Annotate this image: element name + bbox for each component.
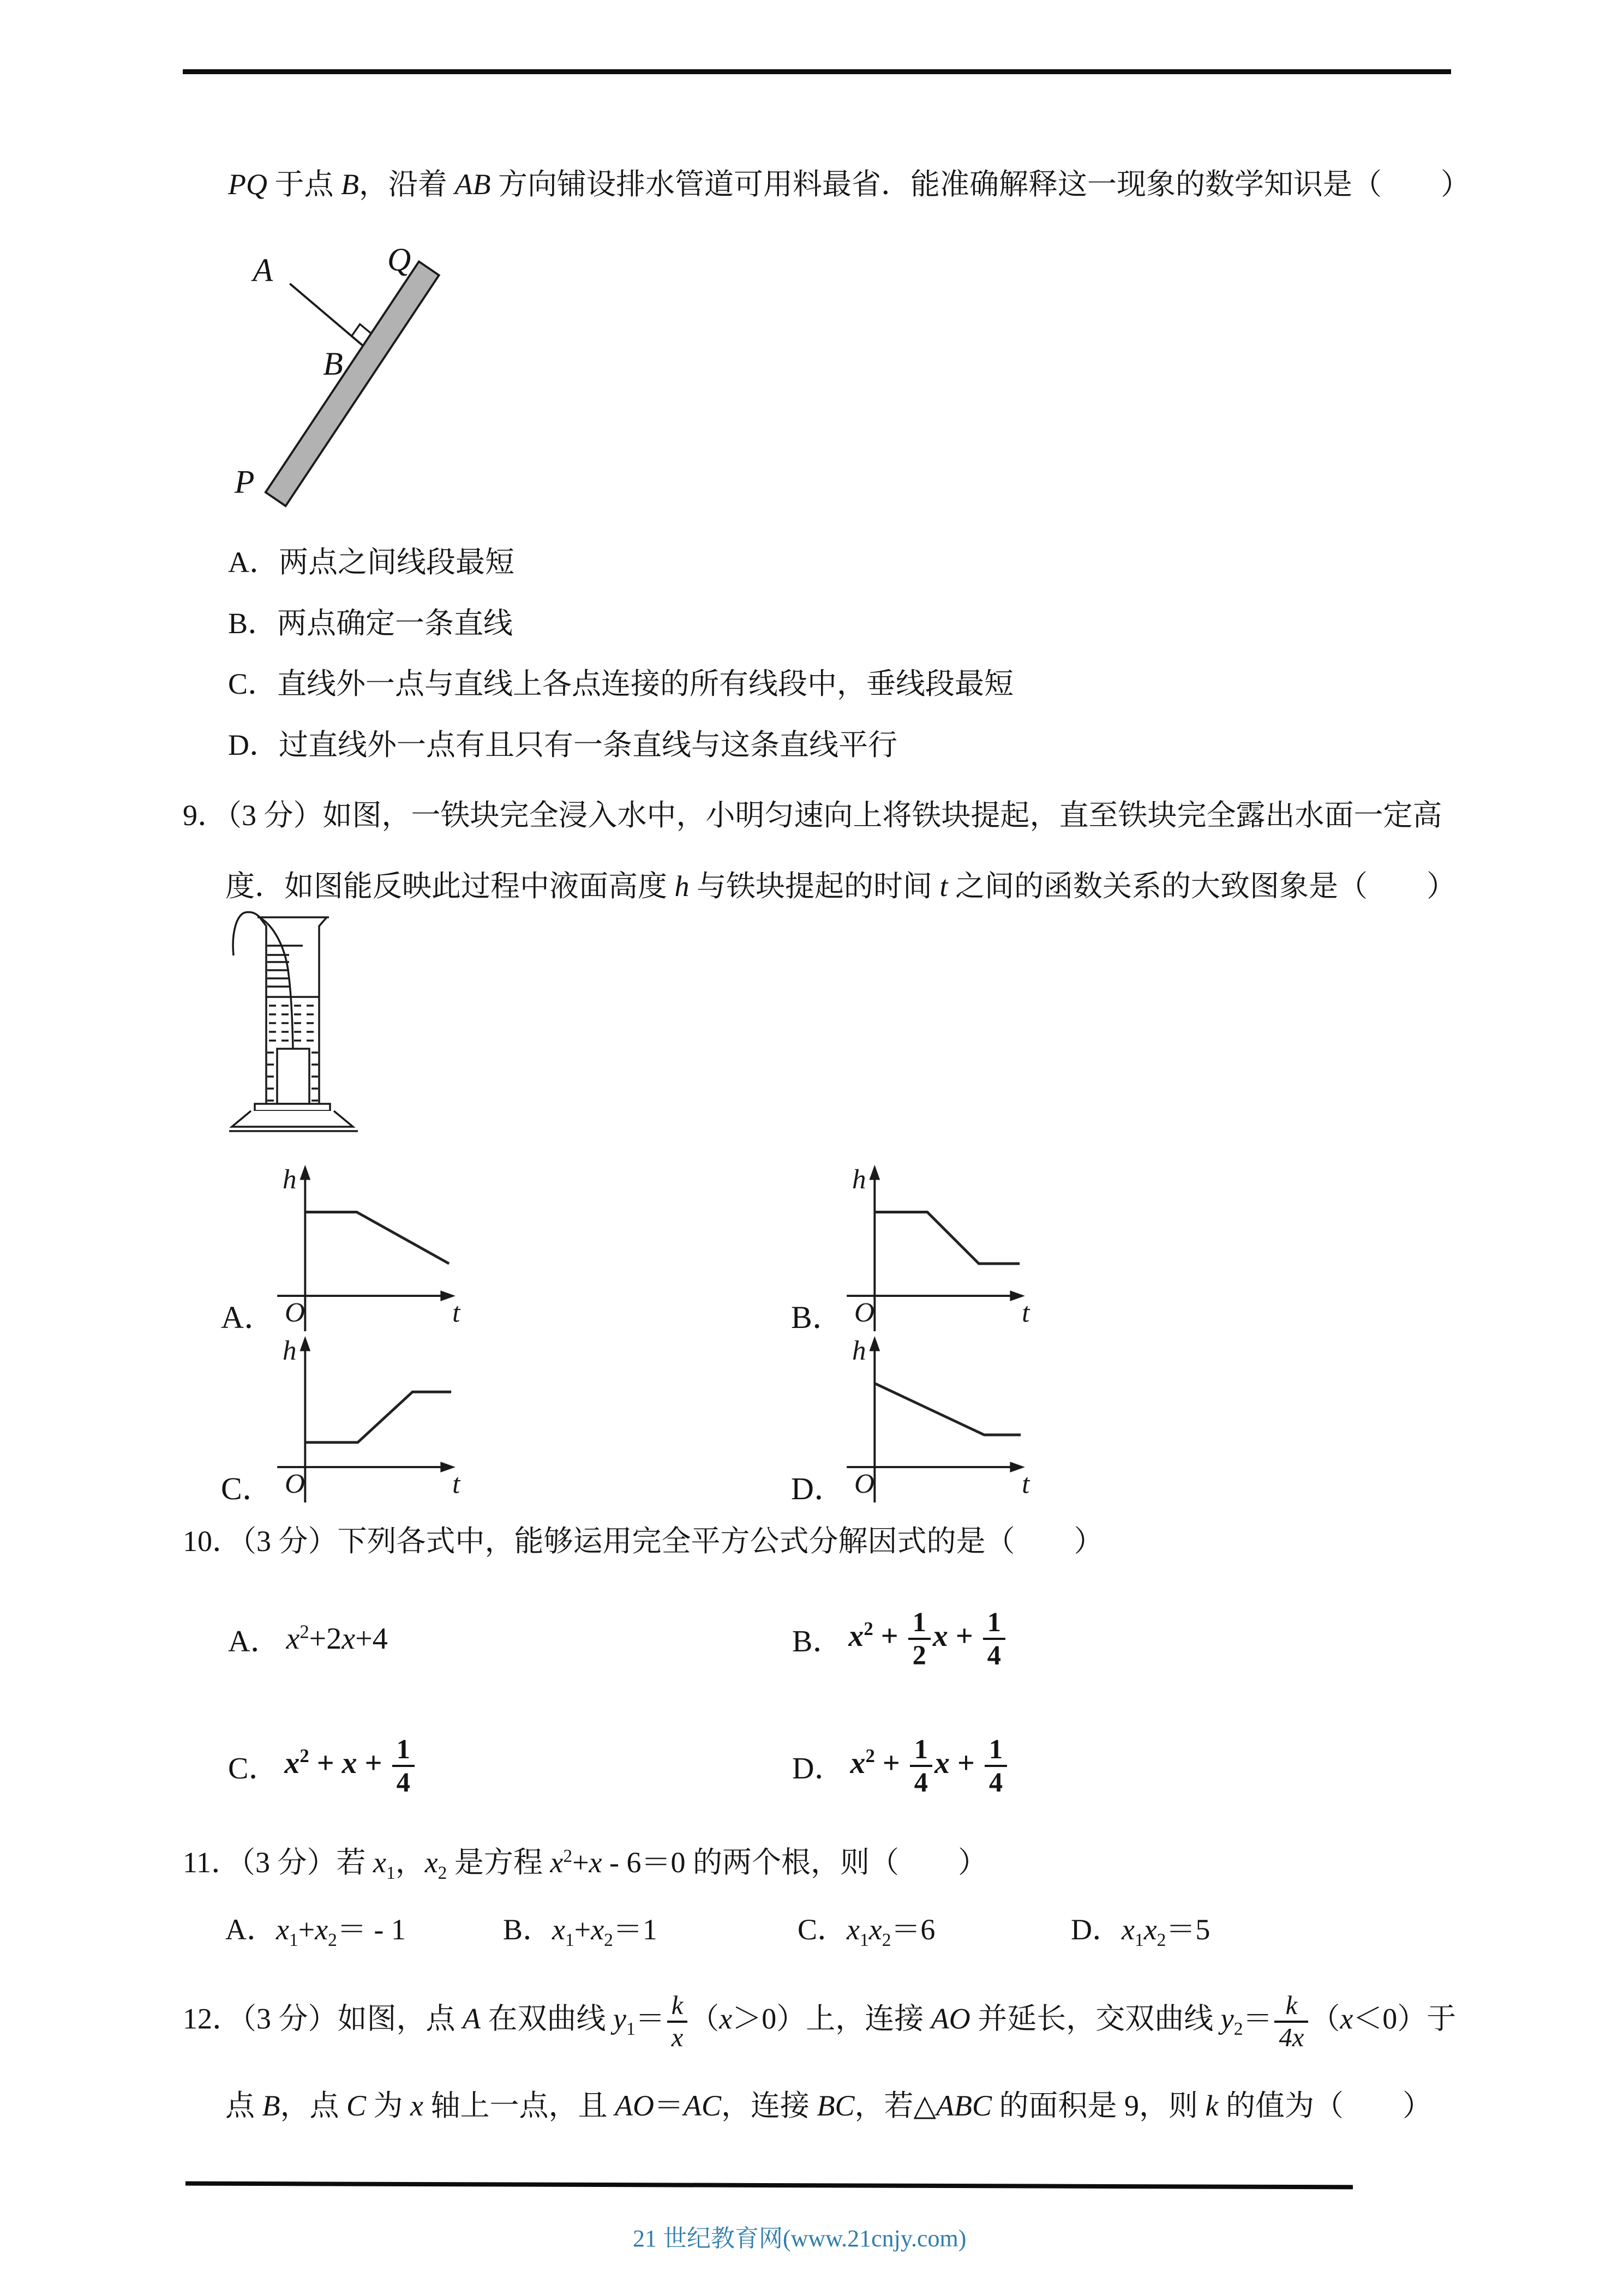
q9-text-line2: 度．如图能反映此过程中液面高度 h 与铁块提起的时间 t 之间的函数关系的大致图象是（ ） — [225, 870, 1457, 903]
option-letter: D． — [792, 1752, 845, 1786]
q8-intro: PQ 于点 B，沿着 AB 方向铺设排水管道可用料最省．能准确解释这一现象的数学知识是（ ） — [228, 168, 1470, 201]
origin-label: O — [854, 1468, 874, 1500]
q10-option-d — [792, 1725, 1009, 1807]
q10-text: 10．（3 分）下列各式中，能够运用完全平方公式分解因式的是（ ） — [183, 1525, 1104, 1558]
graph-d-letter: D． — [791, 1471, 846, 1506]
q11-option-d — [1071, 1912, 1210, 1949]
curve-flat-decline-flat — [874, 1212, 1020, 1264]
origin-label: O — [854, 1297, 874, 1329]
option-letter: D． — [1071, 1913, 1122, 1946]
option-formula: $x_1x_2=5$ — [1122, 1913, 1210, 1950]
bottom-rule — [185, 2181, 1353, 2190]
t-axis-label: t — [1022, 1468, 1030, 1500]
base-skirt — [232, 1111, 353, 1127]
graph-b-letter: B． — [791, 1300, 844, 1335]
option-formula: $x^2$ + $\frac{1}{4}$ x + $\frac{1}{4}$ — [850, 1735, 1009, 1797]
option-letter: B． — [503, 1913, 553, 1946]
iron-block — [277, 1049, 309, 1104]
q8-option-a: A．两点之间线段最短 — [228, 546, 514, 579]
q8-option-d: D．过直线外一点有且只有一条直线与这条直线平行 — [228, 729, 897, 761]
top-rule — [183, 69, 1451, 74]
q11-option-b — [503, 1912, 657, 1949]
option-formula: $x^2$ + $\frac{1}{2}$ x + $\frac{1}{4}$ — [848, 1608, 1008, 1670]
option-letter: C． — [798, 1913, 847, 1946]
q11-option-c — [798, 1912, 935, 1949]
cylinder-left-wall — [260, 917, 266, 1104]
y-axis-arrow — [870, 1165, 880, 1180]
graph-a — [272, 1161, 465, 1332]
q8-option-b: B．两点确定一条直线 — [228, 607, 513, 640]
option-formula: $x_1x_2=6$ — [847, 1913, 936, 1950]
point-label-b: B — [323, 346, 343, 382]
point-label-a: A — [253, 252, 273, 288]
t-axis-label: t — [452, 1468, 460, 1500]
curve-decline-then-flat — [874, 1384, 1021, 1435]
option-letter: B． — [792, 1625, 843, 1658]
q9-cylinder-figure — [229, 910, 360, 1133]
option-letter: A． — [228, 1625, 281, 1658]
left-wall-ticks — [267, 1053, 274, 1101]
q12-text-line2: 点 B，点 C 为 x 轴上一点，且 AO＝AC，连接 BC，若△ABC 的面积是 9，则 k 的值为（ ） — [225, 2089, 1433, 2122]
q10-option-b — [792, 1598, 1008, 1680]
option-formula: $x^2+2x+4$ — [286, 1621, 388, 1656]
y-axis-arrow — [870, 1336, 880, 1351]
origin-label: O — [284, 1297, 305, 1329]
q10-option-c — [228, 1725, 417, 1807]
y-axis-arrow — [300, 1336, 311, 1351]
q10-option-a — [228, 1598, 388, 1680]
right-angle-mark — [351, 324, 371, 336]
curve-flat-then-decline — [305, 1212, 449, 1264]
option-formula: $x_1+x_2= - 1$ — [276, 1913, 406, 1950]
option-formula: $x_1+x_2=1$ — [552, 1913, 657, 1950]
point-label-q: Q — [387, 241, 411, 278]
h-axis-label: h — [852, 1164, 866, 1195]
graph-c — [272, 1332, 465, 1504]
footer-site-link: 21 世纪教育网(www.21cnjy.com) — [633, 2225, 967, 2252]
graph-d — [841, 1332, 1035, 1504]
graduation-marks — [267, 946, 303, 987]
q8-option-c: C．直线外一点与直线上各点连接的所有线段中，垂线段最短 — [228, 668, 1014, 700]
origin-label: O — [284, 1468, 305, 1500]
y-axis-arrow — [300, 1165, 311, 1180]
q9-text-line1: 9．（3 分）如图，一铁块完全浸入水中，小明匀速向上将铁块提起，直至铁块完全露出水面一定高 — [183, 799, 1442, 832]
graph-a-letter: A． — [221, 1300, 275, 1335]
option-formula: $x^2 + x$ + $\frac{1}{4}$ — [284, 1735, 416, 1797]
road-strip-shape — [266, 262, 439, 506]
base-collar — [255, 1104, 330, 1111]
graph-b — [841, 1161, 1035, 1332]
point-label-p: P — [234, 464, 255, 500]
h-axis-label: h — [283, 1164, 297, 1195]
option-letter: A． — [225, 1913, 276, 1946]
q11-text: 11．（3 分）若 $x_1$，$x_2$ 是方程 $x^2+x - 6=0$ 的两个根，则（ ） — [183, 1846, 988, 1883]
q8-figure — [229, 239, 546, 518]
t-axis-label: t — [1022, 1297, 1030, 1329]
option-letter: C． — [228, 1752, 279, 1786]
t-axis-label: t — [452, 1297, 460, 1329]
lifting-string — [233, 912, 293, 1049]
curve-flat-rise-flat — [305, 1392, 451, 1442]
q12-text-line1: 12．（3 分）如图，点 A 在双曲线 $y_1=$ $\frac{k}{x}$ （x＞0）上，连接 AO 并延长，交双曲线 $y_2=$ $\frac{k}{4x}$ （x＜0）于 — [183, 1991, 1457, 2053]
h-axis-label: h — [852, 1335, 866, 1367]
cylinder-right-wall — [319, 917, 327, 1104]
h-axis-label: h — [283, 1335, 297, 1367]
graph-c-letter: C． — [221, 1471, 274, 1506]
q11-option-a — [225, 1912, 406, 1949]
right-wall-ticks — [311, 1053, 318, 1101]
